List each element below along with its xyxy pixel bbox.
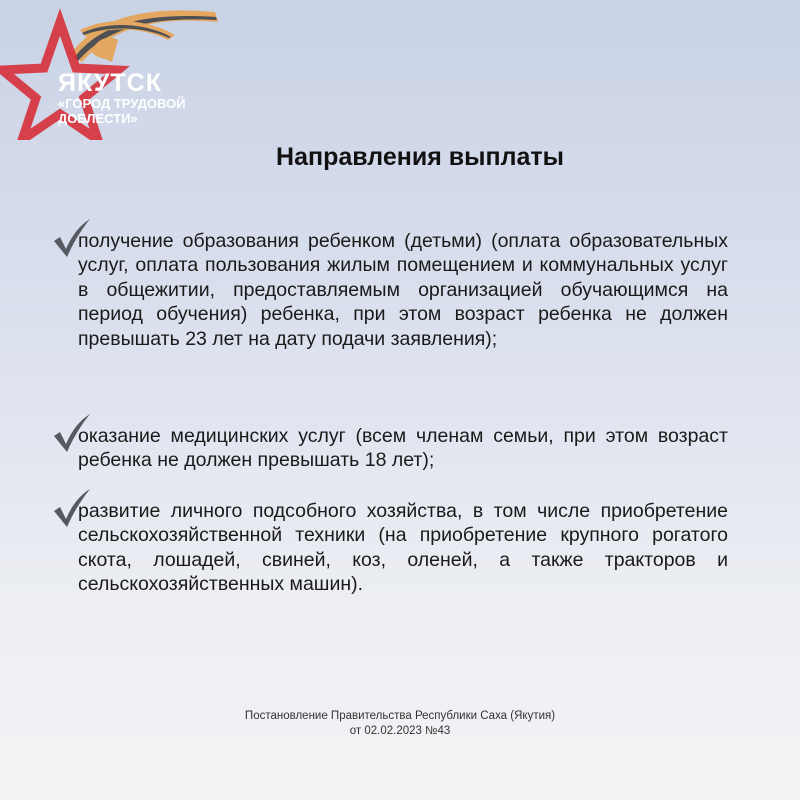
list-item [50, 499, 728, 597]
checkmark-icon [50, 414, 92, 454]
list-item-text: развитие личного подсобного хозяйства, в том числе приобретение сельскохозяйственной техники (на приобретение крупного рогатого скота, лошадей, свиней, коз, оленей, а также тракторов и сельскохозяйственных машин). [78, 500, 728, 596]
logo-city: ЯКУТСК [58, 69, 162, 97]
page-title: Направления выплаты [276, 143, 564, 171]
logo-slogan: «ГОРОД ТРУДОВОЙ ДОБЛЕСТИ» [58, 96, 186, 126]
footer-citation [0, 709, 800, 739]
footer-line-2: от 02.02.2023 №43 [349, 725, 451, 737]
logo [0, 0, 230, 140]
list-item [50, 229, 728, 351]
list-item-text: получение образования ребенком (детьми) (оплата образовательных услуг, оплата пользования жилым помещением и коммунальных услуг в общежитии, предоставляемым организацией обучающимся на период обучения) ребенка, при этом возраст ребенка не должен превышать 23 лет на дату подачи заявления); [78, 230, 728, 350]
checkmark-icon [50, 219, 92, 259]
logo-text [58, 70, 218, 126]
checkmark-icon [50, 489, 92, 529]
footer-line-1: Постановление Правительства Республики Саха (Якутия) [244, 710, 556, 722]
list-item [50, 424, 728, 473]
list-item-text: оказание медицинских услуг (всем членам семьи, при этом возраст ребенка не должен превышать 18 лет); [78, 425, 728, 472]
